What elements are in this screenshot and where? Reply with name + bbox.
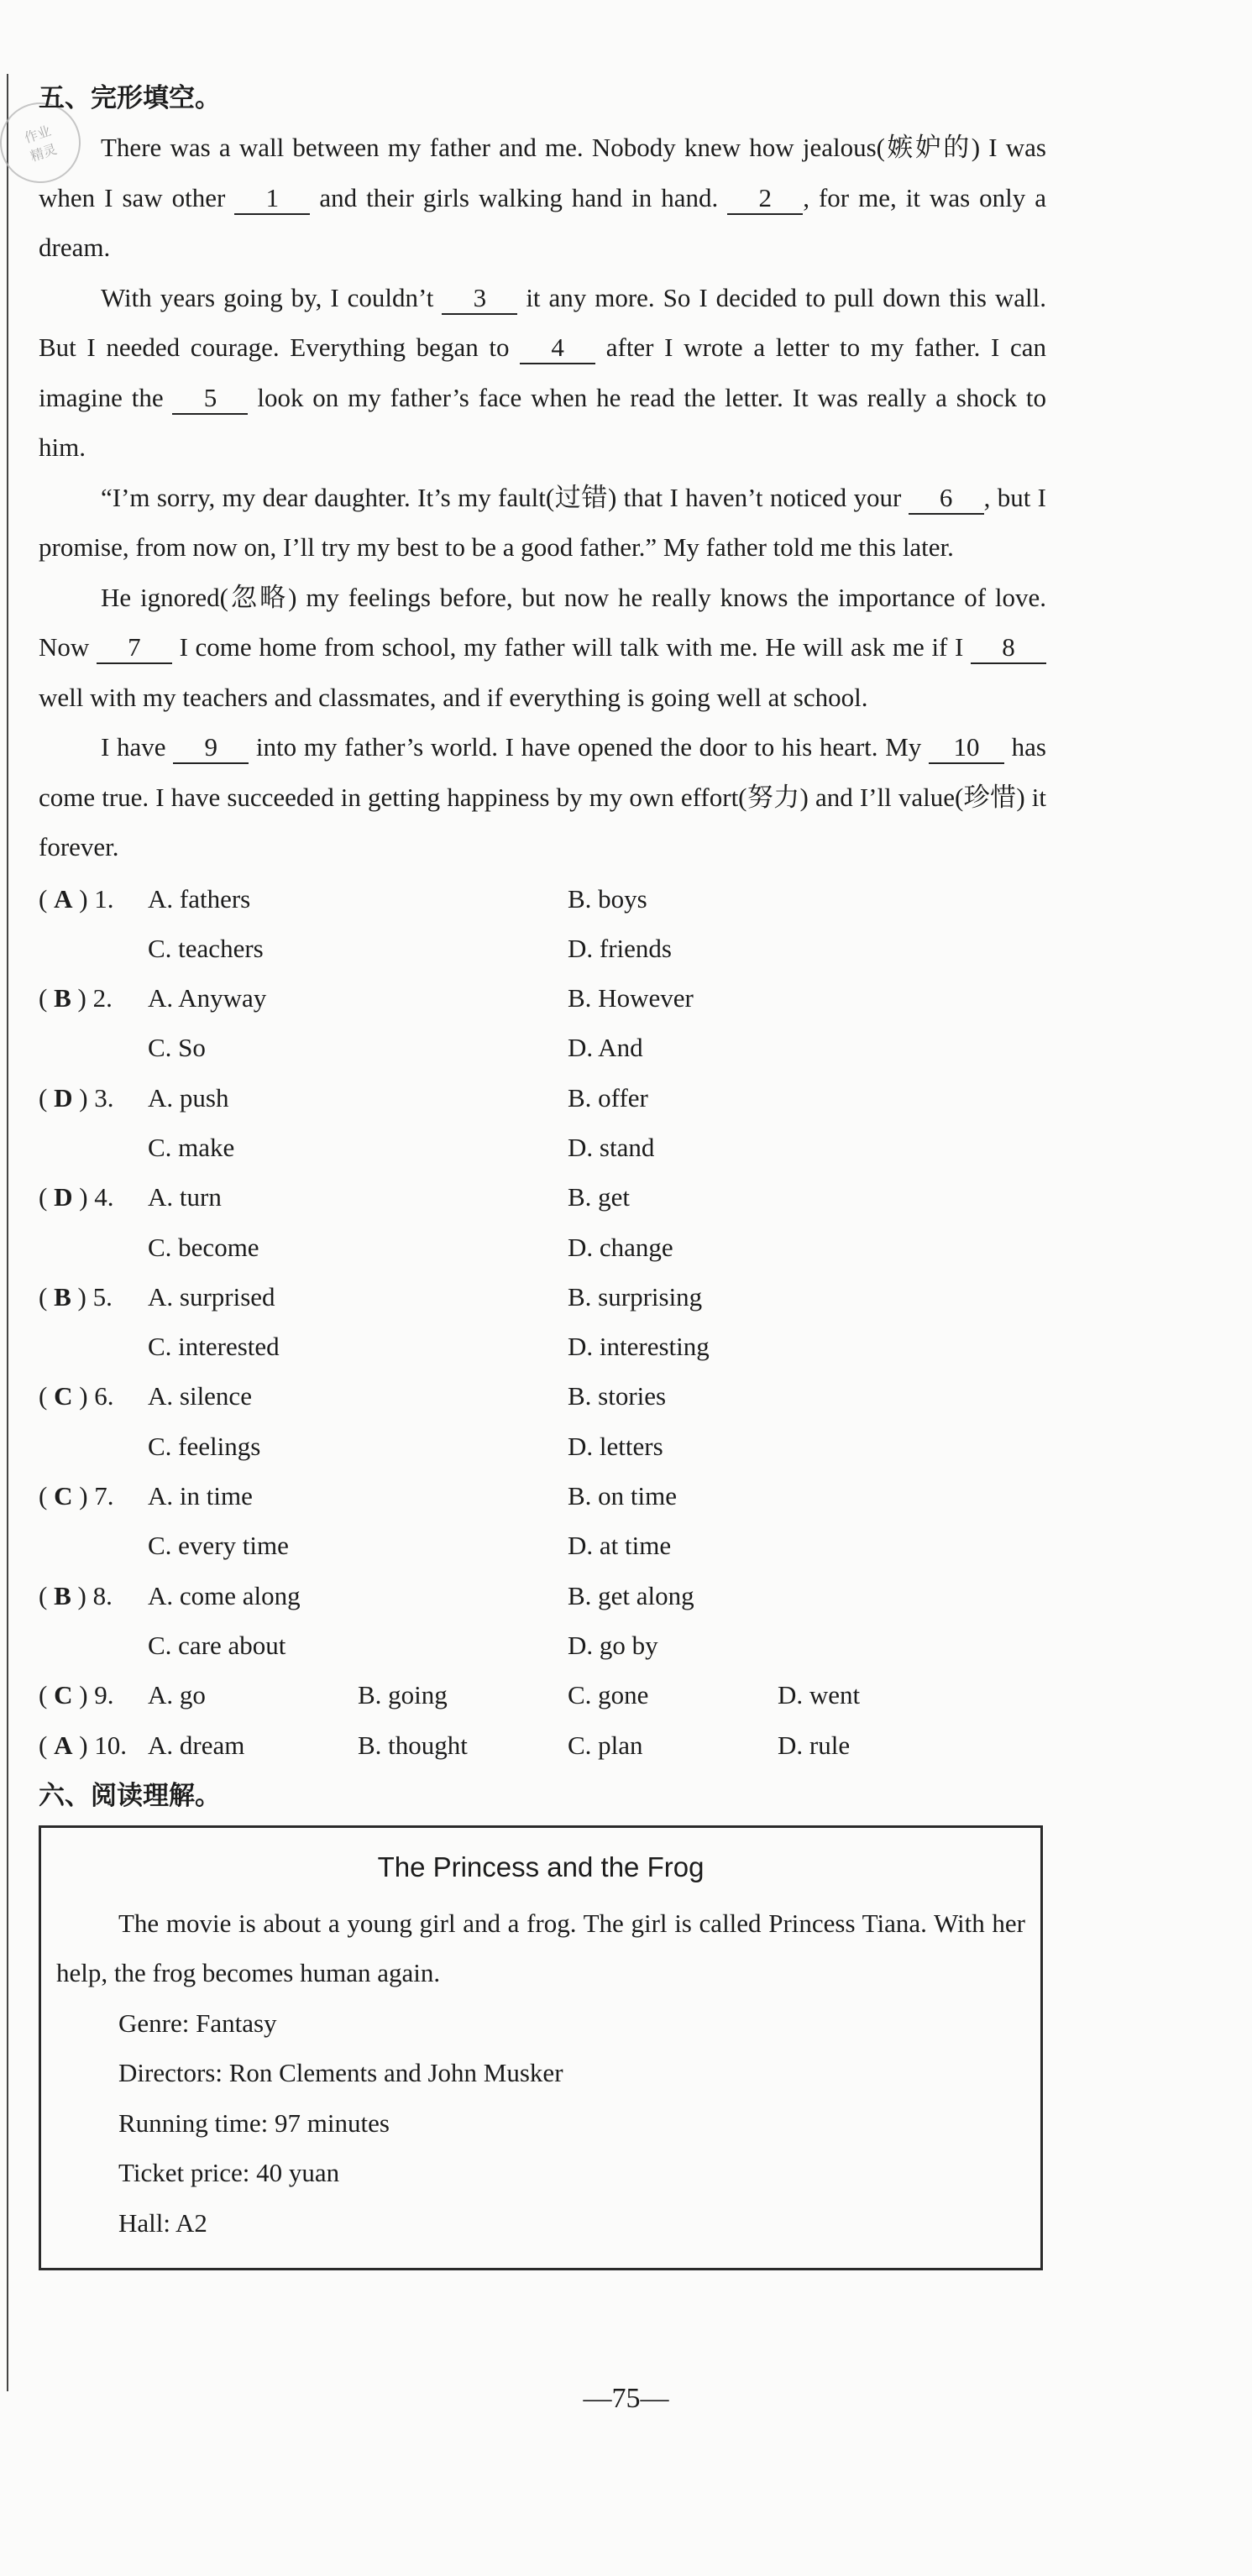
question-number: ( C ) 6. [39, 1381, 114, 1411]
movie-info-item: Running time: 97 minutes [118, 2107, 390, 2138]
question-number: ( A ) 1. [39, 883, 114, 914]
question-row-continued [39, 1322, 1046, 1371]
watermark-stamp: 作业 精灵 [0, 92, 91, 194]
cloze-blank: 9 [173, 732, 249, 764]
question-row [39, 1371, 1046, 1421]
passage-text: it any more. So I decided to pull down this wall. But I needed courage. Everything began to [39, 282, 1046, 362]
question-row [39, 973, 1046, 1023]
question-number: ( D ) 4. [39, 1182, 114, 1212]
indent-spacer [39, 1422, 148, 1471]
answer-letter: C [54, 1481, 73, 1511]
option-b: B. boys [568, 883, 647, 914]
cloze-blank: 1 [234, 183, 310, 215]
question-row-continued [39, 924, 1046, 973]
indent-spacer [39, 1521, 148, 1570]
option-a: A. silence [148, 1381, 252, 1411]
passage-text: well with my teachers and classmates, and if everything is going well at school. [39, 682, 868, 712]
option-b: B. on time [568, 1481, 678, 1511]
question-row [39, 1670, 1046, 1720]
answer-letter: A [54, 883, 73, 914]
passage-paragraph [39, 473, 1046, 573]
question-number: ( D ) 3. [39, 1082, 114, 1113]
option-c: C. interested [148, 1332, 280, 1362]
option-d: D. friends [568, 933, 672, 963]
movie-info-item: Genre: Fantasy [118, 2008, 277, 2038]
option-d: D. at time [568, 1531, 672, 1561]
option-c: C. feelings [148, 1431, 261, 1461]
passage-text: I have [101, 732, 174, 762]
passage-text: I come home from school, my father will talk with me. He will ask me if I [171, 632, 971, 662]
passage-paragraph [39, 722, 1046, 872]
option-a: A. come along [148, 1580, 301, 1610]
cloze-blank: 7 [97, 632, 172, 664]
option-d: D. interesting [568, 1332, 710, 1362]
answer-letter: D [54, 1082, 73, 1113]
cloze-blank: 6 [909, 483, 984, 515]
passage-paragraph [39, 573, 1046, 723]
passage-text: look on my father’s face when he read the letter. It was really a shock to him. [39, 382, 1046, 462]
cloze-blank: 8 [971, 632, 1046, 664]
question-row [39, 1571, 1046, 1620]
movie-info-item: Ticket price: 40 yuan [118, 2158, 340, 2188]
section5-title: 五、完形填空。 [39, 83, 221, 113]
passage-text: There was a wall between my father and me. Nobody knew how jealous(嫉妒的) I was when I saw other [39, 133, 1046, 212]
option-d: D. change [568, 1232, 673, 1262]
passage-text: and their girls walking hand in hand. [310, 182, 728, 212]
option-b: B. get [568, 1182, 631, 1212]
option-a: A. in time [148, 1481, 253, 1511]
option-a: A. go [148, 1680, 206, 1710]
option-a: A. turn [148, 1182, 222, 1212]
answer-letter: C [54, 1680, 73, 1710]
option-c: C. become [148, 1232, 259, 1262]
passage-paragraph [39, 273, 1046, 473]
passage-text: after I wrote a letter to my father. I can imagine the [39, 332, 1046, 412]
option-b: B. surprising [568, 1281, 703, 1312]
indent-spacer [39, 1620, 148, 1670]
option-d: D. And [568, 1033, 643, 1063]
question-number: ( B ) 8. [39, 1580, 113, 1610]
passage-text: into my father’s world. I have opened the door to his heart. My [249, 732, 929, 762]
passage-text: He ignored(忽略) my feelings before, but now he really knows the importance of love. Now [39, 582, 1046, 662]
question-row [39, 874, 1046, 924]
answer-letter: B [54, 983, 71, 1013]
question-list [39, 874, 1046, 1770]
question-number: ( B ) 5. [39, 1281, 113, 1312]
question-row [39, 1073, 1046, 1123]
option-d: D. stand [568, 1132, 655, 1162]
answer-letter: C [54, 1381, 73, 1411]
option-d: D. rule [778, 1730, 851, 1760]
option-a: A. push [148, 1082, 229, 1113]
indent-spacer [39, 924, 148, 973]
passage-paragraph [39, 123, 1046, 273]
question-number: ( C ) 9. [39, 1680, 114, 1710]
option-c: C. every time [148, 1531, 289, 1561]
cloze-blank: 2 [727, 183, 803, 215]
indent-spacer [39, 1322, 148, 1371]
indent-spacer [39, 1123, 148, 1172]
left-margin-rule [7, 74, 8, 2391]
movie-info-list [41, 1998, 1040, 2249]
option-c: C. make [148, 1132, 235, 1162]
option-b: B. thought [358, 1730, 468, 1760]
cloze-blank: 3 [442, 283, 517, 315]
cloze-blank: 5 [172, 383, 248, 415]
passage-text: , for me, it was only a dream. [39, 182, 1046, 262]
option-b: B. stories [568, 1381, 667, 1411]
option-a: A. fathers [148, 883, 251, 914]
indent-spacer [39, 1223, 148, 1272]
question-row [39, 1172, 1046, 1222]
option-c: C. gone [568, 1680, 649, 1710]
page-number: —75— [583, 2383, 669, 2414]
option-c: C. care about [148, 1630, 286, 1660]
section6-title: 六、阅读理解。 [39, 1780, 221, 1811]
question-row-continued [39, 1521, 1046, 1570]
option-a: A. Anyway [148, 983, 267, 1013]
movie-intro: The movie is about a young girl and a frog. The girl is called Princess Tiana. With her help, the frog becomes human again. [56, 1908, 1025, 1988]
passage-text: “I’m sorry, my dear daughter. It’s my fault(过错) that I haven’t noticed your [101, 482, 909, 512]
question-row-continued [39, 1422, 1046, 1471]
movie-title: The Princess and the Frog [377, 1851, 705, 1882]
option-c: C. plan [568, 1730, 643, 1760]
cloze-passage [39, 123, 1046, 872]
question-row-continued [39, 1023, 1046, 1072]
cloze-blank: 10 [929, 732, 1004, 764]
question-row-continued [39, 1123, 1046, 1172]
passage-text: has come true. I have succeeded in getting happiness by my own effort(努力) and I’ll value(珍惜) it forever. [39, 732, 1046, 861]
option-c: C. So [148, 1033, 206, 1063]
question-row-continued [39, 1223, 1046, 1272]
page-content [39, 74, 1046, 2270]
option-d: D. went [778, 1680, 861, 1710]
option-b: B. get along [568, 1580, 694, 1610]
passage-text: , but I promise, from now on, I’ll try my best to be a good father.” My father told me this later. [39, 482, 1046, 562]
answer-letter: B [54, 1281, 71, 1312]
option-a: A. dream [148, 1730, 245, 1760]
movie-info-box [39, 1825, 1043, 2271]
indent-spacer [39, 1023, 148, 1072]
movie-info-item: Directors: Ron Clements and John Musker [118, 2058, 563, 2088]
option-b: B. However [568, 983, 694, 1013]
question-row-continued [39, 1620, 1046, 1670]
question-number: ( A ) 10. [39, 1730, 128, 1760]
option-b: B. going [358, 1680, 448, 1710]
question-row [39, 1471, 1046, 1521]
answer-letter: D [54, 1182, 73, 1212]
answer-letter: B [54, 1580, 71, 1610]
question-row [39, 1720, 1046, 1770]
option-a: A. surprised [148, 1281, 275, 1312]
option-b: B. offer [568, 1082, 648, 1113]
answer-letter: A [54, 1730, 73, 1760]
option-d: D. go by [568, 1630, 658, 1660]
cloze-blank: 4 [520, 332, 595, 364]
option-d: D. letters [568, 1431, 663, 1461]
movie-info-item: Hall: A2 [118, 2207, 207, 2238]
option-c: C. teachers [148, 933, 264, 963]
question-number: ( B ) 2. [39, 983, 113, 1013]
question-number: ( C ) 7. [39, 1481, 114, 1511]
question-row [39, 1272, 1046, 1322]
passage-text: With years going by, I couldn’t [101, 282, 443, 312]
